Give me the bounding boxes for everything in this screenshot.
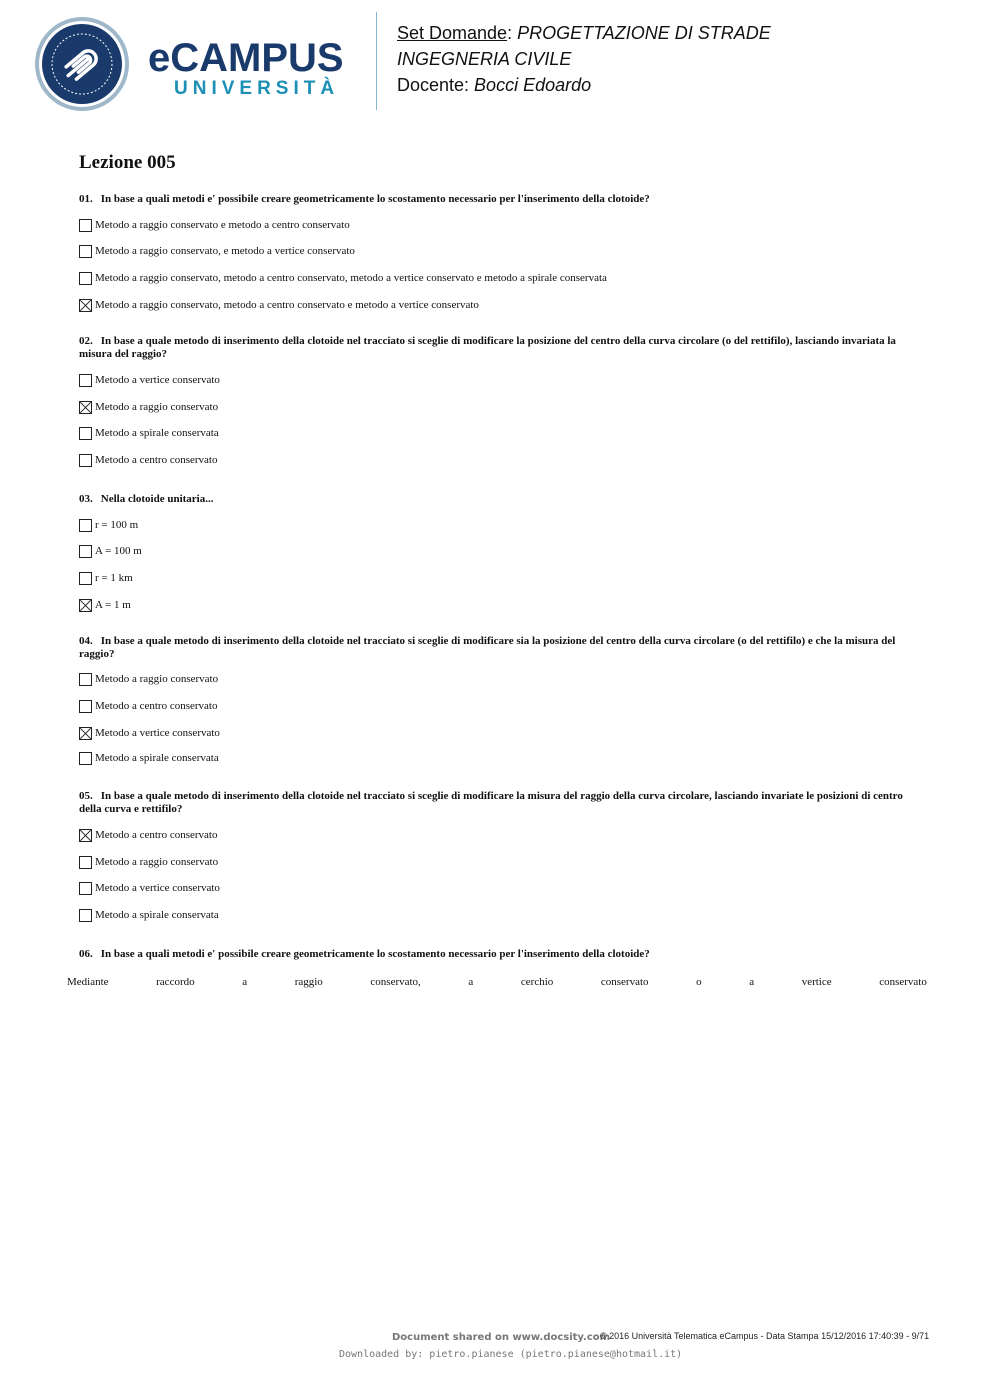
option-label: Metodo a raggio conservato — [95, 856, 219, 868]
checkbox[interactable] — [79, 219, 92, 232]
option-label: A = 1 m — [95, 599, 131, 611]
copyright-note: © 2016 Università Telematica eCampus - Data Stampa 15/12/2016 17:40:39 - 9/71 — [600, 1331, 930, 1341]
option-label: Metodo a centro conservato — [95, 829, 218, 841]
option-label: Metodo a vertice conservato — [95, 882, 220, 894]
question-text: Nella clotoide unitaria... — [100, 493, 214, 505]
answer-word: a — [749, 976, 755, 988]
answer-word: conservato — [600, 976, 649, 988]
header-divider — [376, 12, 377, 110]
option[interactable] — [79, 672, 218, 686]
question-text: In base a quale metodo di inserimento della clotoide nel tracciato si sceglie di modificare la posizione del centro della curva circolare (o del rettifilo), lasciando invariata la misura del raggio? — [79, 335, 896, 360]
option[interactable] — [79, 453, 217, 467]
checkbox[interactable] — [79, 856, 92, 869]
answer-word: cerchio — [520, 976, 554, 988]
question-text: In base a quale metodo di inserimento della clotoide nel tracciato si sceglie di modificare la misura del raggio della curva circolare, lasciando invariate le posizioni di centro della curva e rettifilo? — [79, 790, 903, 815]
checkbox[interactable] — [79, 374, 92, 387]
checkbox-checked[interactable] — [79, 599, 92, 612]
checkbox[interactable] — [79, 427, 92, 440]
checkbox[interactable] — [79, 700, 92, 713]
ecampus-logo — [148, 38, 344, 100]
question-number: 01. — [79, 193, 93, 205]
question-1 — [79, 193, 919, 206]
option[interactable] — [79, 908, 219, 922]
answer-word: conservato — [879, 976, 927, 988]
question-6 — [79, 948, 919, 961]
option-label: r = 100 m — [95, 519, 139, 531]
option-label: Metodo a centro conservato — [95, 700, 218, 712]
question-2 — [79, 335, 919, 361]
option[interactable] — [79, 518, 138, 532]
option[interactable] — [79, 544, 142, 558]
question-text: In base a quale metodo di inserimento della clotoide nel tracciato si sceglie di modificare sia la posizione del centro della curva circolare (o del rettifilo) e che la misura del raggio? — [79, 635, 896, 660]
checkbox[interactable] — [79, 572, 92, 585]
answer-word: Mediante — [67, 976, 109, 988]
option-label: Metodo a raggio conservato e metodo a centro conservato — [95, 219, 350, 231]
set-label: Set Domande — [397, 23, 508, 43]
option[interactable] — [79, 598, 131, 612]
question-text: In base a quali metodi e' possibile creare geometricamente lo scostamento necessario per l'inserimento della clotoide? — [100, 193, 650, 205]
option[interactable] — [79, 699, 217, 713]
course-name: PROGETTAZIONE DI STRADE — [517, 23, 771, 43]
answer-word: vertice — [801, 976, 832, 988]
option[interactable] — [79, 751, 219, 765]
teacher-label: Docente: — [397, 75, 475, 95]
question-text: In base a quali metodi e' possibile creare geometricamente lo scostamento necessario per l'inserimento della clotoide? — [100, 948, 650, 960]
logo-brand: eCAMPUS — [148, 36, 344, 80]
checkbox[interactable] — [79, 519, 92, 532]
checkbox[interactable] — [79, 909, 92, 922]
teacher-line — [397, 72, 771, 98]
checkbox[interactable] — [79, 545, 92, 558]
open-answer — [67, 976, 927, 988]
option[interactable] — [79, 271, 607, 285]
option[interactable] — [79, 828, 217, 842]
university-seal-icon — [34, 16, 130, 112]
logo-subtitle: UNIVERSITÀ — [174, 78, 340, 99]
checkbox-checked[interactable] — [79, 727, 92, 740]
option-label: A = 100 m — [95, 545, 142, 557]
option-label: r = 1 km — [95, 572, 133, 584]
checkbox[interactable] — [79, 272, 92, 285]
option-label: Metodo a centro conservato — [95, 454, 218, 466]
course-degree: INGEGNERIA CIVILE — [397, 49, 572, 69]
course-line-1: Set Domande: PROGETTAZIONE DI STRADE — [397, 23, 771, 43]
answer-word: conservato, — [370, 976, 421, 988]
teacher-name: Bocci Edoardo — [474, 75, 592, 95]
checkbox[interactable] — [79, 245, 92, 258]
checkbox[interactable] — [79, 454, 92, 467]
lesson-title: Lezione 005 — [79, 152, 176, 173]
docsity-shared-note: Document shared on www.docsity.com — [392, 1332, 611, 1343]
option-label: Metodo a spirale conservata — [95, 752, 219, 764]
option-label: Metodo a raggio conservato — [95, 673, 219, 685]
question-number: 05. — [79, 790, 93, 802]
option-label: Metodo a spirale conservata — [95, 909, 219, 921]
option[interactable] — [79, 855, 218, 869]
option-label: Metodo a vertice conservato — [95, 727, 220, 739]
download-note: Downloaded by: pietro.pianese (pietro.pianese@hotmail.it) — [339, 1349, 683, 1360]
page-header — [0, 0, 1000, 120]
checkbox-checked[interactable] — [79, 299, 92, 312]
option[interactable] — [79, 373, 220, 387]
checkbox-checked[interactable] — [79, 401, 92, 414]
question-number: 06. — [79, 948, 93, 960]
option[interactable] — [79, 426, 219, 440]
option[interactable] — [79, 218, 350, 232]
answer-word: a — [468, 976, 474, 988]
question-number: 02. — [79, 335, 93, 347]
answer-word: raggio — [294, 976, 323, 988]
option[interactable] — [79, 726, 220, 740]
answer-word: raccordo — [156, 976, 195, 988]
option[interactable] — [79, 571, 133, 585]
option[interactable] — [79, 298, 479, 312]
checkbox-checked[interactable] — [79, 829, 92, 842]
checkbox[interactable] — [79, 673, 92, 686]
option-label: Metodo a raggio conservato, e metodo a vertice conservato — [95, 245, 355, 257]
option-label: Metodo a raggio conservato, metodo a centro conservato, metodo a vertice conservato e metodo a spirale conservata — [95, 272, 607, 284]
option-label: Metodo a raggio conservato, metodo a centro conservato e metodo a vertice conservato — [95, 299, 479, 311]
checkbox[interactable] — [79, 882, 92, 895]
question-number: 04. — [79, 635, 93, 647]
option-label: Metodo a spirale conservata — [95, 427, 219, 439]
question-number: 03. — [79, 493, 93, 505]
option[interactable] — [79, 881, 220, 895]
answer-word: o — [696, 976, 702, 988]
answer-word: a — [242, 976, 248, 988]
course-info — [397, 20, 771, 98]
option-label: Metodo a raggio conservato — [95, 401, 219, 413]
checkbox[interactable] — [79, 752, 92, 765]
question-4 — [79, 635, 919, 661]
option[interactable] — [79, 400, 218, 414]
question-3 — [79, 493, 919, 506]
option[interactable] — [79, 244, 355, 258]
option-label: Metodo a vertice conservato — [95, 374, 220, 386]
question-5 — [79, 790, 919, 816]
